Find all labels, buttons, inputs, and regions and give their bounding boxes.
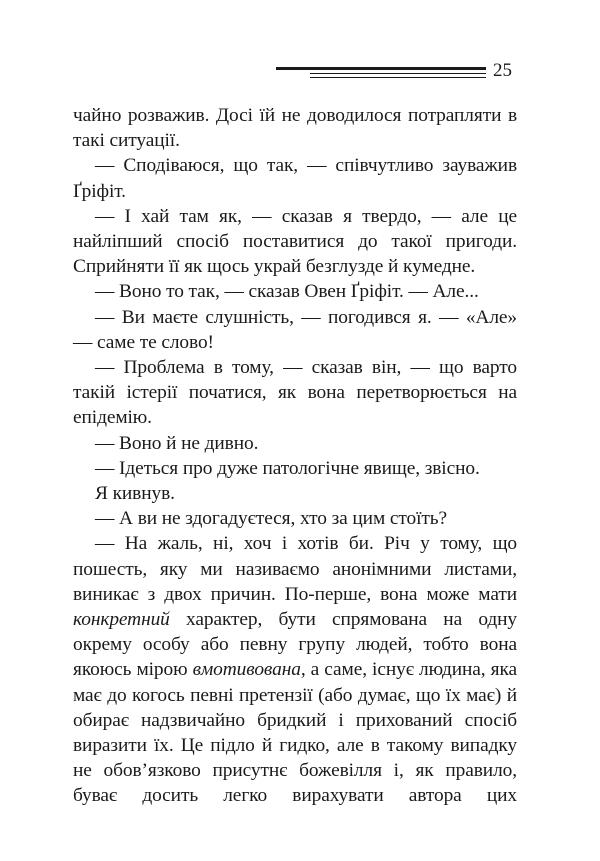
header-rule-thick <box>276 67 486 70</box>
text-run: характер, бути спрямована на одну окрему особу або певну групу людей, тобто вона якоюсь мірою <box>73 609 517 681</box>
running-header <box>276 60 516 84</box>
text-run: — На жаль, ні, хоч і хотів би. Річ у тому, що пошесть, яку ми називаємо анонімними листами, виникає з двох причин. По-перше, вона може мати <box>73 533 517 605</box>
paragraph: — Сподіваюся, що так, — співчутливо зауважив Ґріфіт. <box>73 155 517 202</box>
text-run: , а саме, існує людина, яка має до когось певні претензії (або думає, що їх має) й обирає надзвичайно бридкий і прихований спосіб виразити їх. Це підло й гидко, але в такому випадку не обов’язково присутнє божевілля і, як правило, буває досить легко вирахувати автора цих <box>73 659 517 807</box>
paragraph: — А ви не здогадуєтеся, хто за цим стоїть? <box>95 508 447 530</box>
paragraph: чайно розважив. Досі їй не доводилося потрапляти в такі ситуації. <box>73 105 517 152</box>
paragraph <box>73 531 517 808</box>
emphasis: конкретний <box>73 609 170 631</box>
emphasis: вмотивована <box>192 659 301 681</box>
body-text <box>73 103 517 809</box>
paragraph: — Воно й не дивно. <box>95 432 259 454</box>
paragraph: — І хай там як, — сказав я твердо, — але це найліпший спосіб поставитися до такої пригоди. Сприйняти її як щось украй безглузде й кумедне. <box>73 205 517 278</box>
header-rule-thin <box>310 77 486 78</box>
page-number: 25 <box>493 60 512 81</box>
paragraph: Я кивнув. <box>95 483 175 505</box>
paragraph: — Ідеться про дуже патологічне явище, звісно. <box>95 457 480 479</box>
paragraph: — Воно то так, — сказав Овен Ґріфіт. — Але... <box>95 281 479 303</box>
header-rule-thin <box>310 73 486 74</box>
paragraph: — Ви маєте слушність, — погодився я. — «Але» — саме те слово! <box>73 306 517 353</box>
paragraph: — Проблема в тому, — сказав він, — що варто такій істерії початися, як вона перетворюється на епідемію. <box>73 357 517 429</box>
